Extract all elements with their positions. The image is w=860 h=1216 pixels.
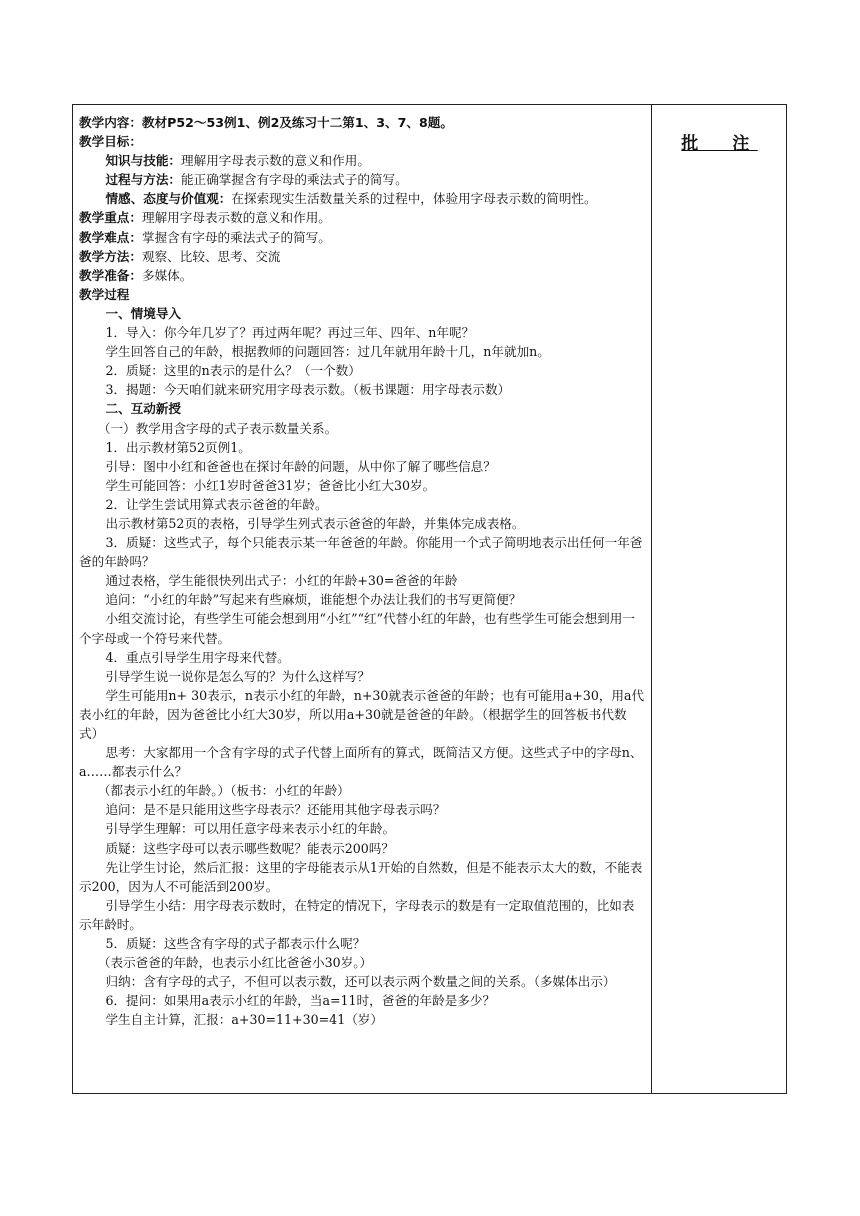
goal-process xyxy=(79,170,645,189)
paragraph: 2．质疑：这里的n表示的是什么？（一个数） xyxy=(105,363,361,379)
goal-knowledge xyxy=(79,151,645,170)
teaching-content-line xyxy=(79,113,645,132)
column-divider xyxy=(651,105,652,1093)
label: 教学准备： xyxy=(79,267,142,283)
text: 理解用字母表示数的意义和作用。 xyxy=(141,210,331,226)
paragraph: 出示教材第52页的表格，引导学生列式表示爸爸的年龄，并集体完成表格。 xyxy=(105,515,525,531)
paragraph: 学生自主计算，汇报：a+30=11+30=41（岁） xyxy=(105,1012,383,1028)
paragraph: 1．出示教材第52页例1。 xyxy=(105,439,251,455)
paragraph: （表示爸爸的年龄，也表示小红比爸爸小30岁。） xyxy=(97,955,373,971)
paragraph: 质疑：这些字母可以表示哪些数呢？能表示200吗？ xyxy=(105,840,394,856)
lesson-plan-table xyxy=(72,104,787,1094)
label: 知识与技能： xyxy=(105,153,182,169)
paragraph: （一）教学用含字母的式子表示数量关系。 xyxy=(97,420,338,436)
paragraph: 2．让学生尝试用算式表示爸爸的年龄。 xyxy=(105,496,328,512)
text: 能正确掌握含有字母的乘法式子的简写。 xyxy=(181,172,408,188)
annotation-header: 批 注 xyxy=(681,134,758,154)
paragraph: 小组交流讨论，有些学生可能会想到用“小红”“红”代替小红的年龄，也有些学生可能会想到用一个字母或一个符号来代替。 xyxy=(79,611,635,646)
label: 情感、态度与价值观： xyxy=(105,191,232,207)
paragraph: 学生回答自己的年龄，根据教师的问题回答：过几年就用年龄十几，n年就加n。 xyxy=(105,344,550,360)
key-point-line xyxy=(79,208,645,227)
paragraph: 学生可能回答：小红1岁时爸爸31岁；爸爸比小红大30岁。 xyxy=(105,477,436,493)
paragraph: 4．重点引导学生用字母来代替。 xyxy=(105,649,290,665)
preparation-line xyxy=(79,266,645,285)
label: 过程与方法： xyxy=(105,172,182,188)
paragraph: 3．揭题：今天咱们就来研究用字母表示数。（板书课题：用字母表示数） xyxy=(105,382,511,398)
label: 教学内容： xyxy=(79,115,142,130)
label: 教学目标： xyxy=(79,134,142,150)
text: 教材P52～53例1、例2及练习十二第1、3、7、8题。 xyxy=(141,115,453,130)
paragraph: 3．质疑：这些式子，每个只能表示某一年爸爸的年龄。你能用一个式子简明地表示出任何一年爸爸的年龄吗？ xyxy=(79,535,643,570)
paragraph: 归纳：含有字母的式子，不但可以表示数，还可以表示两个数量之间的关系。（多媒体出示） xyxy=(105,974,616,990)
process-heading: 教学过程 xyxy=(79,286,130,302)
section-heading: 二、互动新授 xyxy=(105,401,182,417)
paragraph: 引导：图中小红和爸爸也在探讨年龄的问题，从中你了解了哪些信息？ xyxy=(105,458,496,474)
paragraph: 通过表格，学生能很快列出式子：小红的年龄+30=爸爸的年龄 xyxy=(105,573,458,589)
text: 观察、比较、思考、交流 xyxy=(141,248,281,264)
paragraph: 1．导入：你今年几岁了？再过两年呢？再过三年、四年、n年呢？ xyxy=(105,325,475,341)
paragraph: 思考：大家都用一个含有字母的式子代替上面所有的算式，既简洁又方便。这些式子中的字母n、a……都表示什么？ xyxy=(79,745,643,780)
text: 理解用字母表示数的意义和作用。 xyxy=(181,153,370,169)
section-heading: 一、情境导入 xyxy=(105,305,182,321)
paragraph: 5．质疑：这些含有字母的式子都表示什么呢？ xyxy=(105,936,366,952)
label: 教学方法： xyxy=(79,248,142,264)
method-line xyxy=(79,247,645,266)
paragraph: 引导学生说一说你是怎么写的？为什么这样写？ xyxy=(105,668,370,684)
teaching-goals-line xyxy=(79,132,645,151)
label: 教学重点： xyxy=(79,210,142,226)
paragraph: 学生可能用n+ 30表示，n表示小红的年龄，n+30就表示爸爸的年龄；也有可能用a+30，用a代表小红的年龄，因为爸爸比小红大30岁，所以用a+30就是爸爸的年龄。（根据学生的回答板书代数式） xyxy=(79,687,645,741)
text: 掌握含有字母的乘法式子的简写。 xyxy=(141,229,331,245)
goal-attitude xyxy=(79,189,645,208)
label: 教学难点： xyxy=(79,229,142,245)
paragraph: （都表示小红的年龄。）（板书：小红的年龄） xyxy=(97,783,350,799)
paragraph: 引导学生理解：可以用任意字母来表示小红的年龄。 xyxy=(105,821,396,837)
difficulty-line xyxy=(79,228,645,247)
lesson-content xyxy=(79,113,645,1030)
paragraph: 先让学生讨论，然后汇报：这里的字母能表示从1开始的自然数，但是不能表示太大的数，不能表示200，因为人不可能活到200岁。 xyxy=(79,859,643,894)
paragraph: 引导学生小结：用字母表示数时，在特定的情况下，字母表示的数是有一定取值范围的，比如表示年龄时。 xyxy=(79,897,635,932)
paragraph: 追问：是不是只能用这些字母表示？还能用其他字母表示吗？ xyxy=(105,802,446,818)
paragraph: 追问：“小红的年龄”写起来有些麻烦，谁能想个办法让我们的书写更简便？ xyxy=(105,592,522,608)
text: 多媒体。 xyxy=(141,267,193,283)
paragraph: 6．提问：如果用a表示小红的年龄，当a=11时，爸爸的年龄是多少？ xyxy=(105,993,496,1009)
text: 在探索现实生活数量关系的过程中，体验用字母表示数的简明性。 xyxy=(231,191,597,207)
